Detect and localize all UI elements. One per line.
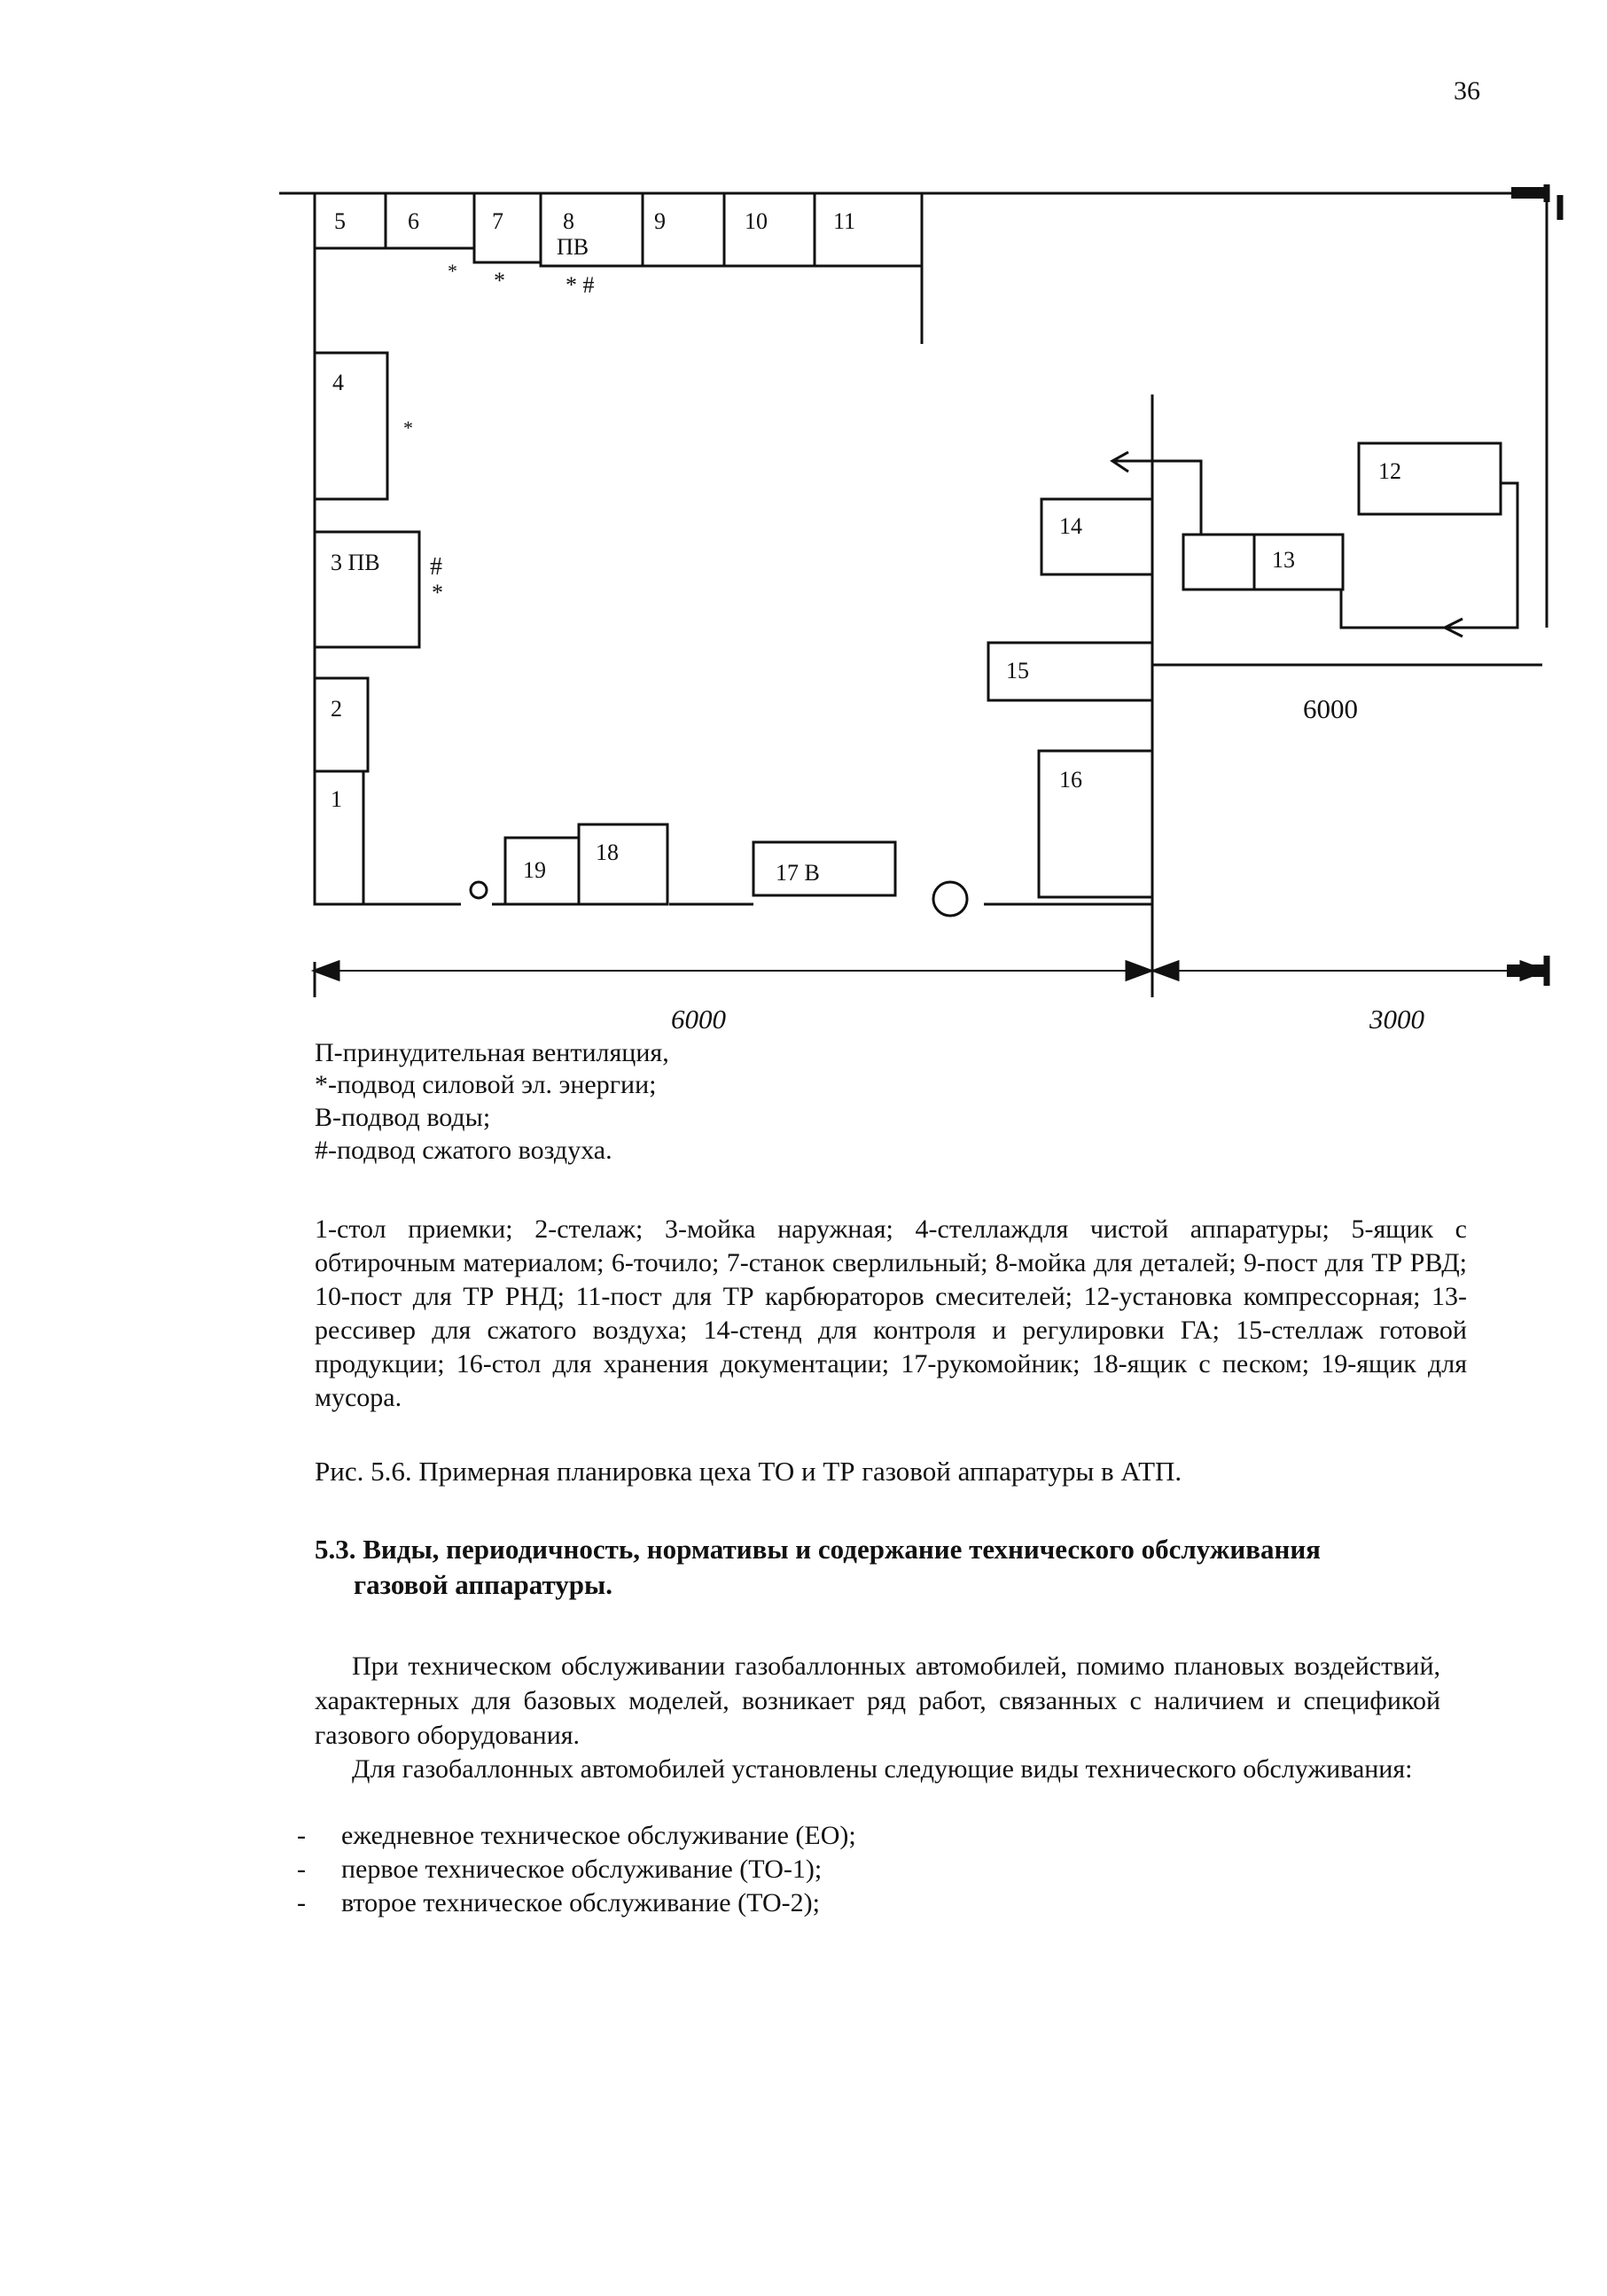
label-14: 14 [1059, 513, 1082, 539]
section-heading-line1: 5.3. Виды, периодичность, нормативы и содержание технического обслуживания [315, 1534, 1321, 1565]
label-5: 5 [334, 208, 346, 234]
label-19: 19 [523, 857, 546, 883]
page-number: 36 [1454, 76, 1480, 105]
label-12: 12 [1378, 458, 1401, 484]
station-10 [724, 193, 815, 266]
dim-main-width: 6000 [671, 1004, 726, 1035]
station-13 [1254, 535, 1343, 590]
label-3: 3 ПВ [331, 550, 380, 575]
label-18: 18 [596, 840, 619, 865]
label-8-sub: ПВ [557, 234, 589, 260]
dim-right-width: 3000 [1369, 1004, 1424, 1035]
body-paragraph: Для газобаллонных автомобилей установлены следующие виды технического обслуживания: [352, 1754, 1413, 1784]
label-15: 15 [1006, 658, 1029, 683]
dim-arrow-1 [315, 962, 339, 980]
legend-water: В-подвод воды; [315, 1103, 491, 1132]
label-13: 13 [1272, 547, 1295, 573]
station-13a [1183, 535, 1254, 590]
dim-arrow-2 [1127, 962, 1151, 980]
list-item [297, 1819, 856, 1853]
dim-room-depth: 6000 [1303, 693, 1358, 724]
station-17 [753, 842, 895, 895]
list-item [297, 1853, 822, 1886]
air-marker-3: # [430, 553, 442, 581]
station-6 [386, 193, 474, 248]
station-18 [579, 824, 667, 904]
section-heading [315, 1532, 1440, 1603]
wall-end-block [1511, 187, 1547, 199]
workshop-floor-plan [0, 0, 1607, 1064]
station-4 [315, 353, 387, 499]
floor-drain-large [933, 882, 967, 916]
list-item-text: ежедневное техническое обслуживание (ЕО); [341, 1821, 856, 1850]
station-16 [1039, 751, 1152, 897]
label-16: 16 [1059, 767, 1082, 793]
air-line-compressor-to-receiver [1341, 483, 1517, 628]
dim-end-block [1507, 964, 1547, 977]
station-7 [474, 193, 541, 262]
station-14 [1041, 499, 1152, 574]
dim-arrow-3 [1154, 962, 1178, 980]
list-dash: - [297, 1888, 306, 1917]
list-item [297, 1886, 820, 1920]
figure-caption: Рис. 5.6. Примерная планировка цеха ТО и ТР газовой аппаратуры в АТП. [315, 1456, 1182, 1487]
list-item-text: второе техническое обслуживание (ТО-2); [341, 1888, 820, 1917]
floor-drain-small [471, 882, 487, 898]
legend-power: *-подвод силовой эл. энергии; [315, 1070, 657, 1099]
station-11 [815, 193, 922, 266]
power-marker-6: * [448, 260, 457, 282]
body-paragraph: При техническом обслуживании газобаллонных автомобилей, помимо плановых воздействий, характерных для базовых моделей, возникает ряд работ, связанных с наличием и спецификой газового оборудования. [315, 1652, 1440, 1750]
label-6: 6 [408, 208, 419, 234]
label-9: 9 [654, 208, 666, 234]
list-dash: - [297, 1821, 306, 1850]
label-1: 1 [331, 786, 342, 812]
label-7: 7 [492, 208, 503, 234]
list-dash: - [297, 1855, 306, 1884]
power-air-marker-8: * # [566, 272, 595, 298]
power-marker-7: * [494, 268, 505, 293]
label-4: 4 [332, 370, 344, 395]
list-item-text: первое техническое обслуживание (ТО-1); [341, 1855, 823, 1884]
section-heading-line2: газовой аппаратуры. [354, 1569, 612, 1600]
label-17: 17 В [776, 860, 820, 886]
power-marker-3: * [432, 580, 443, 605]
label-11: 11 [833, 208, 856, 234]
station-5 [315, 193, 386, 248]
equipment-list-paragraph: 1-стол приемки; 2-стелаж; 3-мойка наружная; 4-стеллаждля чистой аппаратуры; 5-ящик с обтирочным материалом; 6-точило; 7-станок сверлильный; 8-мойка для деталей; 9-пост для ТР РВД; 10-пост для ТР РНД; 11-пост для ТР карбюраторов смесителей; 12-установка компрессорная; 13-рессивер для сжатого воздуха; 14-стенд для контроля и регулировки ГА; 15-стеллаж готовой продукции; 16-стол для хранения документации; 17-рукомойник; 18-ящик с песком; 19-ящик для мусора. [315, 1214, 1467, 1412]
label-8: 8 [563, 208, 574, 234]
power-marker-4: * [403, 417, 413, 439]
label-2: 2 [331, 696, 342, 722]
label-10: 10 [745, 208, 768, 234]
station-2 [315, 678, 368, 771]
legend-air: #-подвод сжатого воздуха. [315, 1136, 612, 1165]
legend-ventilation: П-принудительная вентиляция, [315, 1038, 669, 1067]
